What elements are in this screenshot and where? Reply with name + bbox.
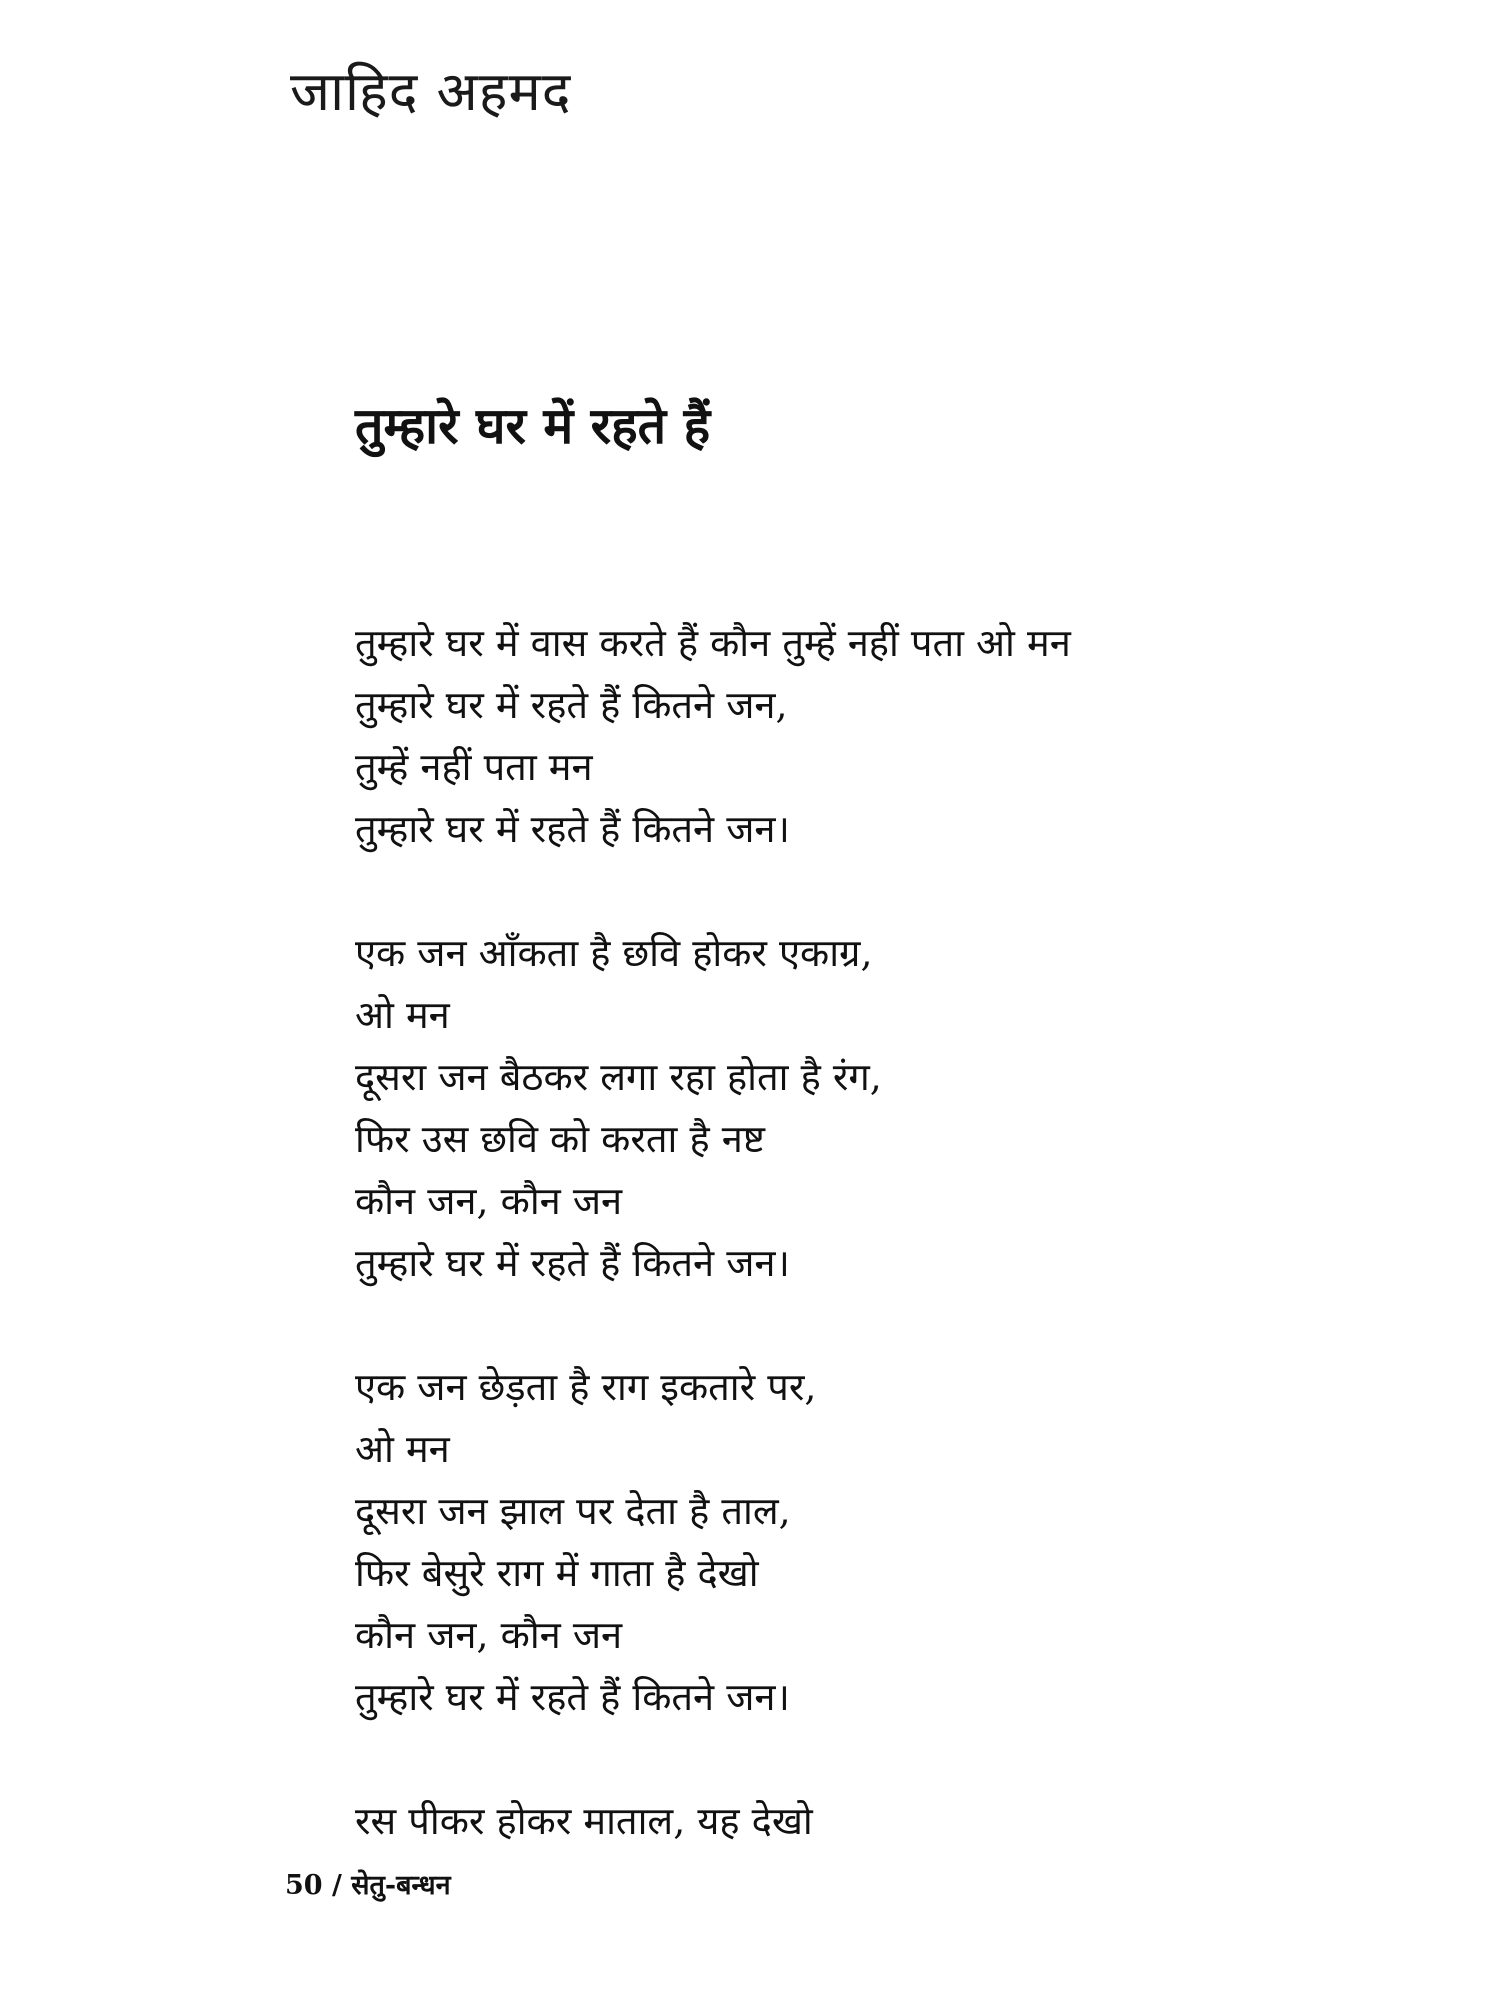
poem-line: तुम्हारे घर में रहते हैं कितने जन। (355, 807, 790, 851)
poem-line: तुम्हारे घर में वास करते हैं कौन तुम्हें नहीं पता ओ मन (355, 621, 1071, 665)
poem-line: फिर बेसुरे राग में गाता है देखो (355, 1551, 759, 1595)
poem-line: एक जन छेड़ता है राग इकतारे पर, (355, 1365, 817, 1409)
poem-line: तुम्हारे घर में रहते हैं कितने जन। (355, 1241, 790, 1285)
page-footer: 50 / सेतु-बन्धन (285, 1870, 451, 1901)
poem-line: ओ मन (355, 993, 450, 1037)
poem-line: दूसरा जन बैठकर लगा रहा होता है रंग, (355, 1055, 882, 1099)
poem-line: दूसरा जन झाल पर देता है ताल, (355, 1489, 791, 1533)
stanza-3 (355, 1356, 1405, 1728)
poem-line: तुम्हें नहीं पता मन (355, 745, 593, 789)
poem-line: तुम्हारे घर में रहते हैं कितने जन, (355, 683, 788, 727)
poem-line: ओ मन (355, 1427, 450, 1471)
poem-line: रस पीकर होकर माताल, यह देखो (355, 1799, 813, 1843)
poem-line: फिर उस छवि को करता है नष्ट (355, 1117, 765, 1161)
author-name: जाहिद अहमद (290, 60, 572, 123)
stanza-2 (355, 922, 1405, 1294)
poem-line: कौन जन, कौन जन (355, 1613, 623, 1657)
poem-body (355, 612, 1405, 1914)
poem-title: तुम्हारे घर में रहते हैं (355, 397, 711, 455)
poem-line: तुम्हारे घर में रहते हैं कितने जन। (355, 1675, 790, 1719)
stanza-4 (355, 1790, 1405, 1852)
stanza-1 (355, 612, 1405, 860)
poem-line: एक जन आँकता है छवि होकर एकाग्र, (355, 931, 873, 975)
poem-line: कौन जन, कौन जन (355, 1179, 623, 1223)
